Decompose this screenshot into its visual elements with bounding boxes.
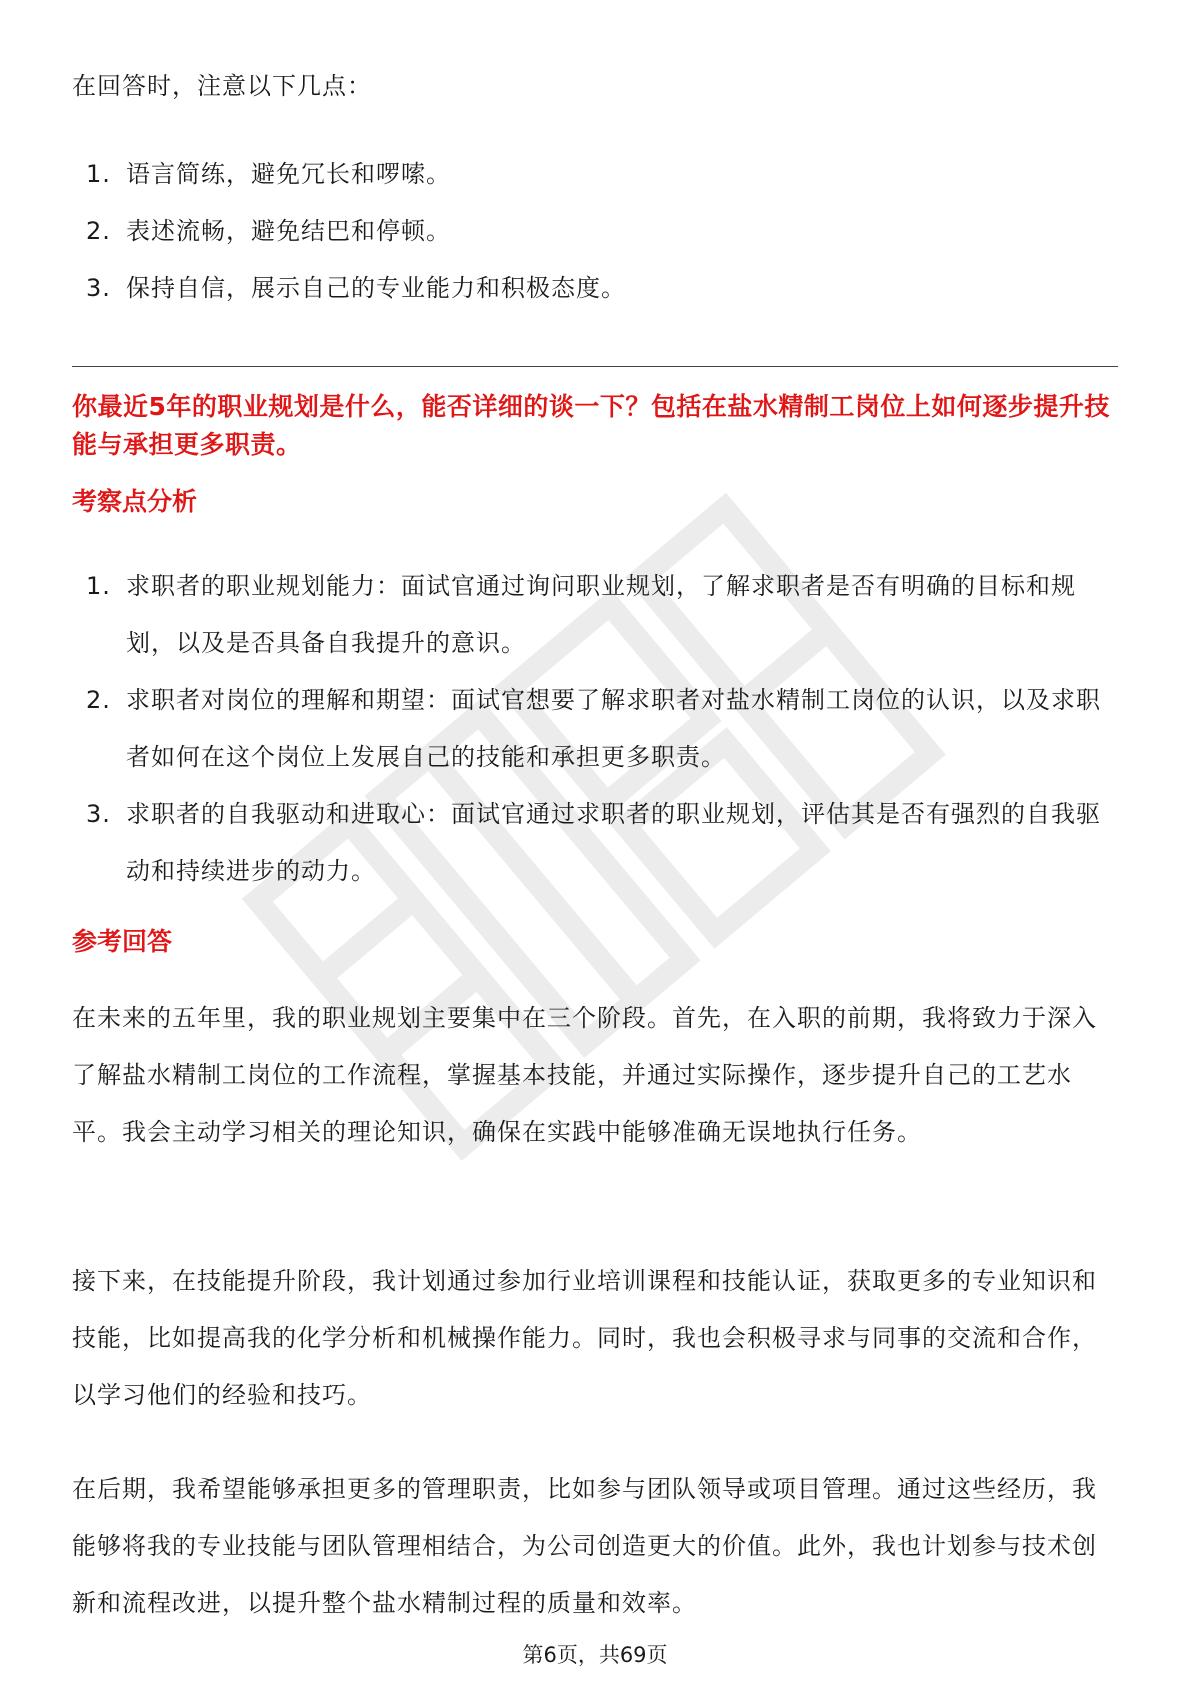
list-item: 1. 求职者的职业规划能力：面试官通过询问职业规划，了解求职者是否有明确的目标和规划，以及是否具备自我提升的意识。 <box>86 572 1076 657</box>
intro-text: 在回答时，注意以下几点： <box>72 72 372 100</box>
question-heading: 你最近5年的职业规划是什么，能否详细的谈一下？包括在盐水精制工岗位上如何逐步提升技能与承担更多职责。 <box>72 392 1110 459</box>
list-item: 2. 求职者对岗位的理解和期望：面试官想要了解求职者对盐水精制工岗位的认识，以及求职者如何在这个岗位上发展自己的技能和承担更多职责。 <box>86 686 1101 771</box>
answer-paragraph: 在后期，我希望能够承担更多的管理职责，比如参与团队领导或项目管理。通过这些经历，我能够将我的专业技能与团队管理相结合，为公司创造更大的价值。此外，我也计划参与技术创新和流程改进，以提升整个盐水精制过程的质量和效率。 <box>72 1475 1097 1617</box>
answer-title: 参考回答 <box>72 927 173 956</box>
answer-paragraph: 在未来的五年里，我的职业规划主要集中在三个阶段。首先，在入职的前期，我将致力于深入了解盐水精制工岗位的工作流程，掌握基本技能，并通过实际操作，逐步提升自己的工艺水平。我会主动学习相关的理论知识，确保在实践中能够准确无误地执行任务。 <box>72 1004 1097 1146</box>
tips-list <box>72 156 1118 327</box>
page-number: 第6页，共69页 <box>522 1643 668 1667</box>
analysis-title: 考察点分析 <box>72 487 198 516</box>
list-item: 2. 表述流畅，避免结巴和停顿。 <box>86 217 451 245</box>
answer-paragraph: 接下来，在技能提升阶段，我计划通过参加行业培训课程和技能认证，获取更多的专业知识和技能，比如提高我的化学分析和机械操作能力。同时，我也会积极寻求与同事的交流和合作，以学习他们的经验和技巧。 <box>72 1267 1097 1409</box>
analysis-list <box>72 558 1118 900</box>
section-divider <box>72 366 1118 367</box>
list-item: 3. 保持自信，展示自己的专业能力和积极态度。 <box>86 274 626 302</box>
list-item: 1. 语言简练，避免冗长和啰嗦。 <box>86 160 451 188</box>
list-item: 3. 求职者的自我驱动和进取心：面试官通过求职者的职业规划，评估其是否有强烈的自我驱动和持续进步的动力。 <box>86 800 1101 885</box>
